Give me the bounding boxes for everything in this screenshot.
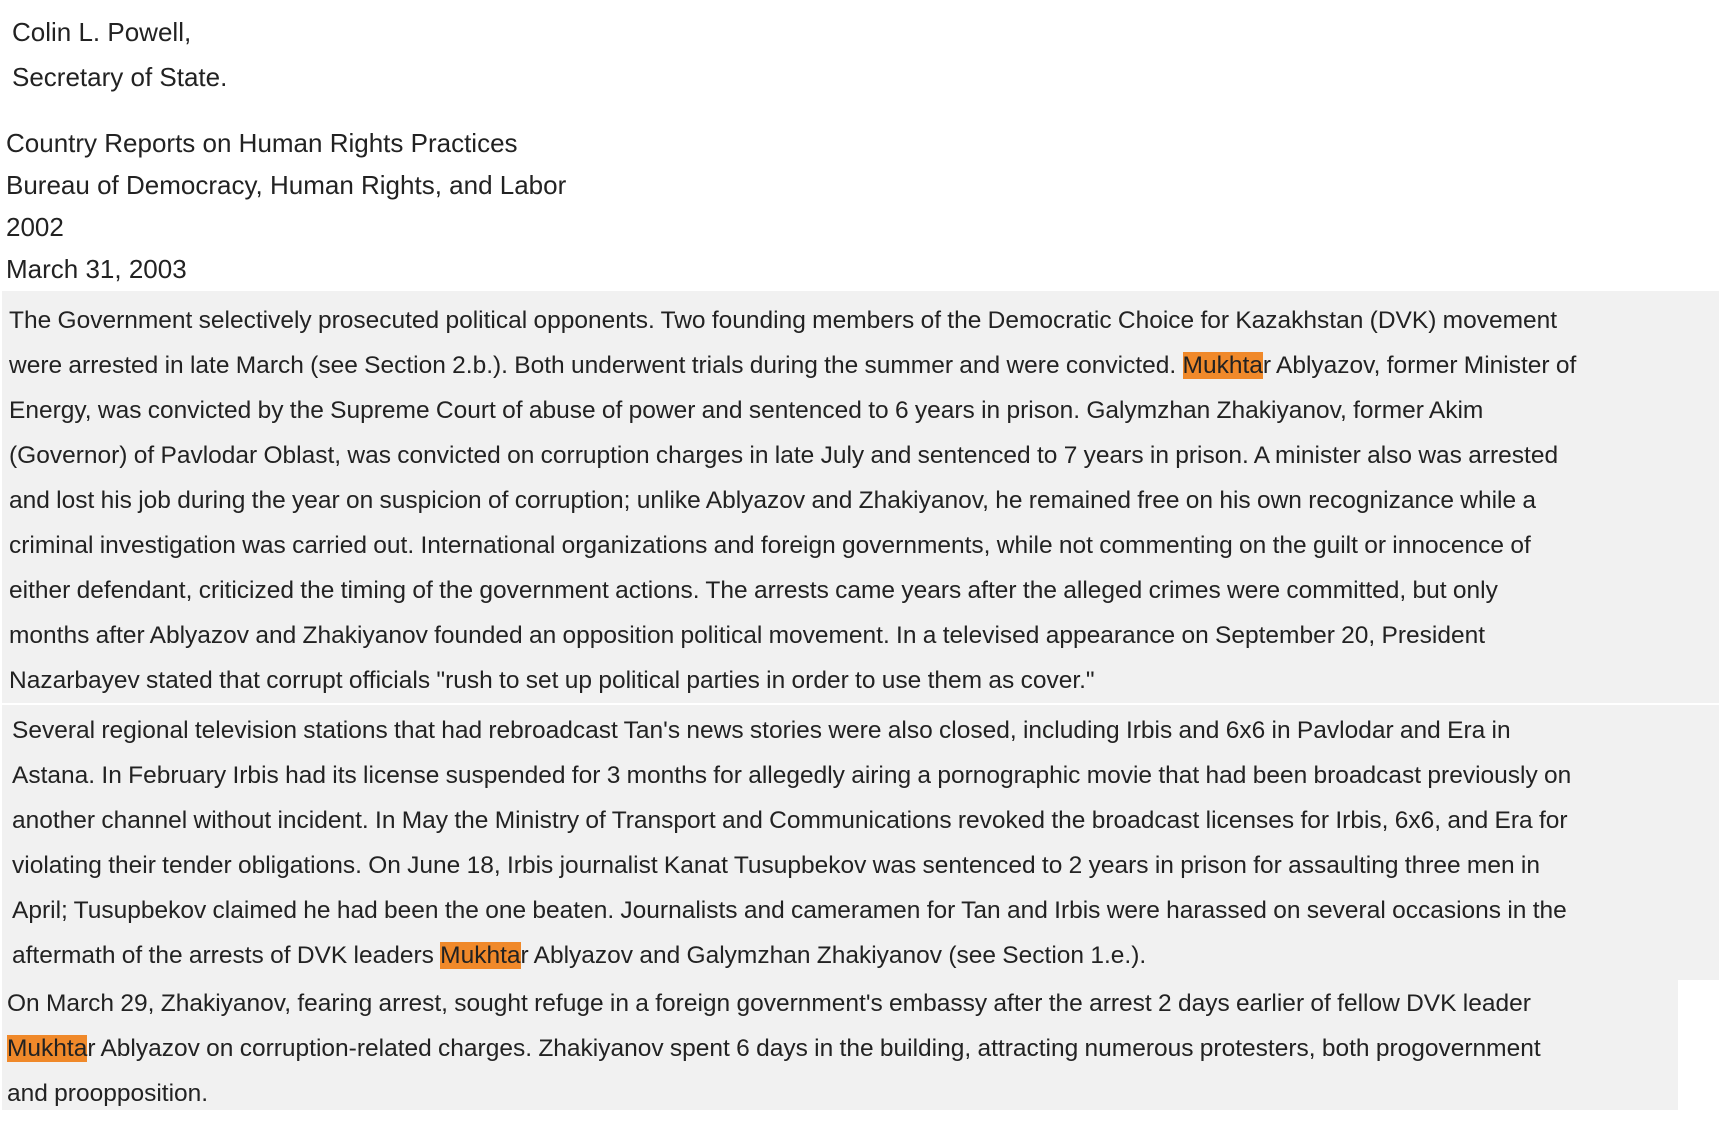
text-segment: another channel without incident. In May the Ministry of Transport and Communications revoked the broadcast licenses for Irbis, 6x6, and Era for — [12, 807, 1568, 834]
text-segment: violating their tender obligations. On June 18, Irbis journalist Kanat Tusupbekov was sentenced to 2 years in prison for assaulting three men in — [12, 852, 1540, 879]
paragraph-television-closures — [2, 705, 1719, 980]
report-year: 2002 — [6, 212, 64, 242]
text-line — [12, 708, 1719, 753]
search-highlight: Mukhta — [7, 1035, 88, 1062]
text-line — [12, 888, 1719, 933]
text-line — [9, 433, 1719, 478]
text-line — [9, 343, 1719, 388]
text-line — [9, 388, 1719, 433]
text-line — [9, 568, 1719, 613]
text-segment: and lost his job during the year on suspicion of corruption; unlike Ablyazov and Zhakiyanov, he remained free on his own recognizance while a — [9, 487, 1537, 514]
paragraph-embassy-refuge — [2, 980, 1678, 1110]
report-title: Country Reports on Human Rights Practices — [6, 128, 518, 158]
text-line — [12, 843, 1719, 888]
text-segment: (Governor) of Pavlodar Oblast, was convicted on corruption charges in late July and sentenced to 7 years in prison. A minister also was arrested — [9, 442, 1559, 469]
signature-block — [12, 10, 227, 100]
text-segment: r Ablyazov, former Minister of — [1262, 352, 1577, 379]
text-segment: months after Ablyazov and Zhakiyanov founded an opposition political movement. In a televised appearance on September 20, President — [9, 622, 1486, 649]
text-segment: either defendant, criticized the timing of the government actions. The arrests came years after the alleged crimes were committed, but only — [9, 577, 1498, 604]
report-metadata — [6, 122, 566, 290]
text-line — [9, 658, 1719, 703]
search-highlight: Mukhta — [1182, 352, 1263, 379]
text-line — [12, 753, 1719, 798]
text-segment: aftermath of the arrests of DVK leaders — [12, 942, 441, 969]
text-line — [9, 613, 1719, 658]
text-line — [7, 981, 1678, 1026]
signer-title: Secretary of State. — [12, 62, 228, 92]
text-line — [9, 523, 1719, 568]
text-line — [7, 1071, 1678, 1116]
text-segment: Nazarbayev stated that corrupt officials "rush to set up political parties in order to use them as cover." — [9, 667, 1095, 694]
paragraph-political-prosecutions — [2, 291, 1719, 703]
text-segment: The Government selectively prosecuted political opponents. Two founding members of the Democratic Choice for Kazakhstan (DVK) movement — [9, 307, 1558, 334]
bureau-name: Bureau of Democracy, Human Rights, and Labor — [6, 170, 567, 200]
text-line — [12, 933, 1719, 978]
text-segment: Astana. In February Irbis had its license suspended for 3 months for allegedly airing a pornographic movie that had been broadcast previously on — [12, 762, 1572, 789]
text-segment: and proopposition. — [7, 1080, 209, 1107]
text-segment: r Ablyazov on corruption-related charges. Zhakiyanov spent 6 days in the building, attracting numerous protesters, both progovernment — [87, 1035, 1541, 1062]
text-segment: Several regional television stations that had rebroadcast Tan's news stories were also closed, including Irbis and 6x6 in Pavlodar and Era in — [12, 717, 1511, 744]
text-line — [9, 298, 1719, 343]
text-line — [7, 1026, 1678, 1071]
text-segment: were arrested in late March (see Section 2.b.). Both underwent trials during the summer and were convicted. — [9, 352, 1183, 379]
signer-name: Colin L. Powell, — [12, 17, 192, 47]
text-line — [12, 798, 1719, 843]
text-segment: On March 29, Zhakiyanov, fearing arrest, sought refuge in a foreign government's embassy after the arrest 2 days earlier of fellow DVK leader — [7, 990, 1531, 1017]
text-segment: criminal investigation was carried out. International organizations and foreign governments, while not commenting on the guilt or innocence of — [9, 532, 1531, 559]
text-segment: April; Tusupbekov claimed he had been the one beaten. Journalists and cameramen for Tan and Irbis were harassed on several occasions in the — [12, 897, 1567, 924]
text-line — [9, 478, 1719, 523]
text-segment: Energy, was convicted by the Supreme Court of abuse of power and sentenced to 6 years in prison. Galymzhan Zhakiyanov, former Akim — [9, 397, 1484, 424]
search-highlight: Mukhta — [440, 942, 521, 969]
report-date: March 31, 2003 — [6, 254, 187, 284]
text-segment: r Ablyazov and Galymzhan Zhakiyanov (see Section 1.e.). — [520, 942, 1147, 969]
